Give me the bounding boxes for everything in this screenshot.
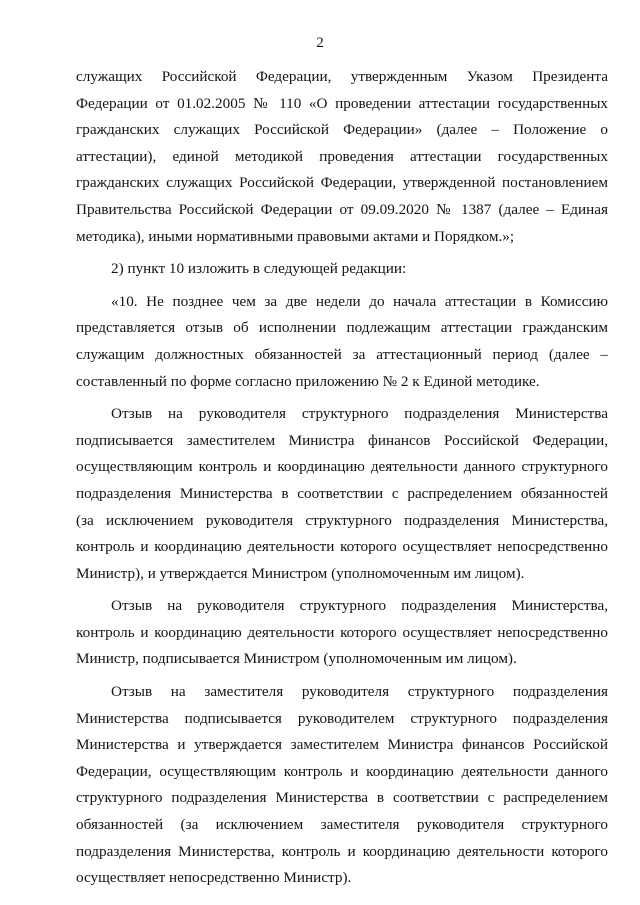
text-line: гражданских служащих Российской Федерации, утвержденной постановлением bbox=[76, 174, 608, 192]
text-line: Министр, подписывается Министром (уполномоченным им лицом). bbox=[76, 650, 517, 668]
page-number: 2 bbox=[316, 35, 324, 51]
text-line: Министерства подписывается руководителем структурного подразделения bbox=[76, 709, 608, 727]
text-line: методика), иными нормативными правовыми актами и Порядком.»; bbox=[76, 227, 515, 245]
text-line: подразделения Министерства в соответствии с распределением обязанностей bbox=[76, 484, 608, 502]
text-line: Федерации, осуществляющим контроль и координацию деятельности данного bbox=[76, 762, 608, 780]
text-line: контроль и координацию деятельности которого осуществляет непосредственно bbox=[76, 538, 608, 556]
document-body bbox=[76, 64, 608, 892]
paragraph bbox=[76, 256, 608, 283]
text-line: служащих Российской Федерации, утвержденным Указом Президента bbox=[76, 68, 608, 85]
text-line: составленный по форме согласно приложению № 2 к Единой методике. bbox=[76, 372, 540, 390]
text-line: обязанностей (за исключением заместителя руководителя структурного bbox=[76, 816, 608, 834]
text-line: Отзыв на заместителя руководителя структурного подразделения bbox=[111, 683, 608, 701]
text-line: Федерации от 01.02.2005 № 110 «О проведении аттестации государственных bbox=[76, 94, 608, 112]
text-line: осуществляет непосредственно Министр). bbox=[76, 869, 352, 887]
text-line: осуществляющим контроль и координацию деятельности данного структурного bbox=[76, 458, 608, 476]
text-line: аттестации), единой методикой проведения аттестации государственных bbox=[76, 147, 608, 165]
text-line: Министр), и утверждается Министром (уполномоченным им лицом). bbox=[76, 564, 525, 582]
text-line: «10. Не позднее чем за две недели до начала аттестации в Комиссию bbox=[111, 292, 608, 310]
text-line: Отзыв на руководителя структурного подразделения Министерства, bbox=[111, 597, 608, 615]
text-line: служащим должностных обязанностей за аттестационный период (далее – bbox=[76, 345, 608, 363]
text-line: Отзыв на руководителя структурного подразделения Министерства bbox=[111, 405, 608, 423]
paragraph bbox=[76, 679, 608, 892]
text-line: Министерства и утверждается заместителем Министра финансов Российской bbox=[76, 736, 608, 754]
text-line: 2) пункт 10 изложить в следующей редакции: bbox=[111, 260, 407, 278]
text-line: Правительства Российской Федерации от 09.09.2020 № 1387 (далее – Единая bbox=[76, 200, 608, 218]
text-line: подразделения Министерства, контроль и координацию деятельности которого bbox=[76, 842, 608, 860]
text-line: представляется отзыв об исполнении подлежащим аттестации гражданским bbox=[76, 319, 608, 337]
paragraph bbox=[76, 289, 608, 395]
text-line: гражданских служащих Российской Федерации» (далее – Положение о bbox=[76, 121, 608, 139]
text-line: структурного подразделения Министерства в соответствии с распределением bbox=[76, 789, 608, 807]
paragraph bbox=[76, 401, 608, 587]
text-line: (за исключением руководителя структурного подразделения Министерства, bbox=[76, 511, 608, 529]
paragraph bbox=[76, 64, 608, 250]
text-line: контроль и координацию деятельности которого осуществляет непосредственно bbox=[76, 623, 608, 641]
text-line: подписывается заместителем Министра финансов Российской Федерации, bbox=[76, 431, 608, 449]
paragraph bbox=[76, 593, 608, 673]
